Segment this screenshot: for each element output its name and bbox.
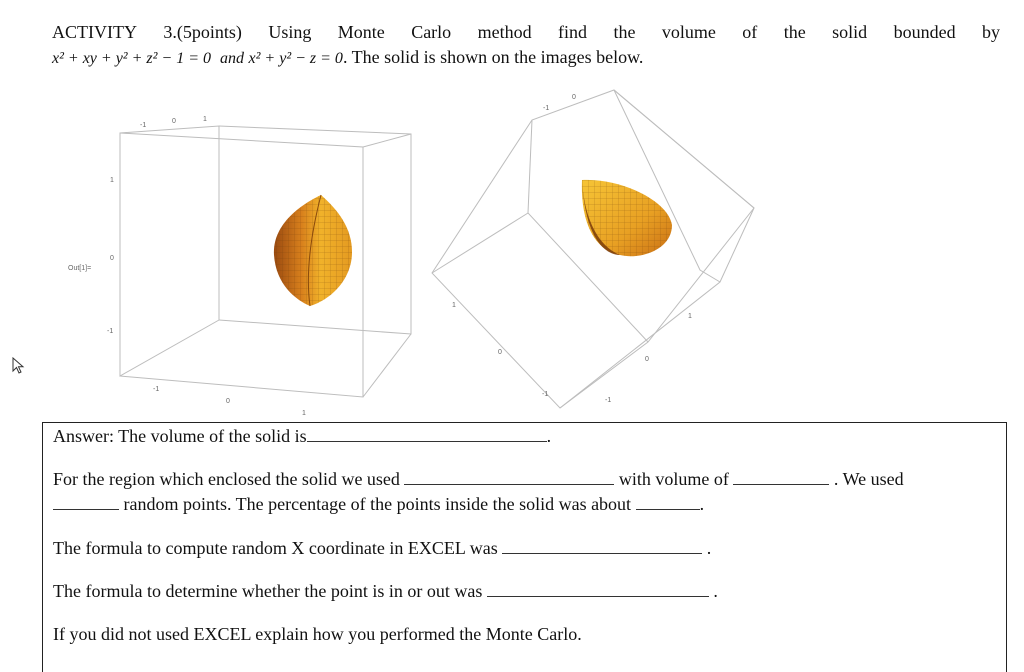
title-word: ACTIVITY (52, 22, 137, 42)
tick-label: 0 (172, 118, 176, 125)
percentage-blank[interactable] (636, 493, 700, 510)
tick-label: 1 (302, 410, 306, 417)
no-excel-line (53, 623, 582, 645)
points-count-blank[interactable] (53, 493, 119, 510)
right-plot-box (432, 90, 754, 408)
tick-label: -1 (605, 397, 612, 404)
no-excel-label: If you did not used EXCEL explain how you performed the Monte Carlo. (53, 624, 582, 644)
region-volume-blank[interactable] (733, 468, 829, 485)
volume-blank[interactable] (307, 425, 547, 442)
tick-label: 0 (498, 349, 502, 356)
in-out-formula-line (53, 580, 718, 602)
out-label: Out[1]= (68, 265, 92, 272)
activity-title-line (52, 20, 1000, 44)
tick-label: 0 (226, 398, 230, 405)
x-formula-line (53, 537, 711, 559)
title-word: find (558, 22, 588, 42)
region-blank[interactable] (404, 468, 614, 485)
solid-sentence: . The solid is shown on the images below. (342, 47, 644, 67)
region-label: For the region which enclosed the solid we used (53, 469, 400, 489)
title-word: the (613, 22, 636, 42)
solid-figures (0, 80, 1024, 420)
tick-label: 1 (110, 177, 114, 184)
title-word: the (783, 22, 806, 42)
tick-label: -1 (542, 391, 549, 398)
equation-sphere: x² + xy + y² + z² − 1 = 0 (52, 50, 212, 67)
period: . (699, 494, 705, 514)
x-formula-blank[interactable] (502, 537, 702, 554)
tick-label: 0 (110, 255, 114, 262)
equations-line (52, 45, 643, 71)
tick-label: -1 (543, 105, 550, 112)
answer-volume-label: Answer: The volume of the solid is (53, 426, 307, 446)
answer-box (42, 422, 1007, 672)
x-formula-label: The formula to compute random X coordinate in EXCEL was (53, 538, 498, 558)
right-solid (582, 180, 672, 256)
tick-label: -1 (153, 386, 160, 393)
tick-label: 1 (452, 302, 456, 309)
equation-paraboloid: x² + y² − z = 0 (248, 50, 343, 67)
title-word: Carlo (411, 22, 452, 42)
title-word: Monte (337, 22, 385, 42)
in-out-formula-blank[interactable] (487, 580, 709, 597)
in-out-formula-label: The formula to determine whether the point is in or out was (53, 581, 483, 601)
title-word: by (982, 22, 1000, 42)
title-word: volume (661, 22, 716, 42)
mouse-pointer-icon (12, 357, 26, 375)
period: . (546, 426, 552, 446)
period: . (706, 538, 712, 558)
title-word: solid (832, 22, 868, 42)
random-points-line (53, 493, 704, 515)
tick-label: 0 (572, 94, 576, 101)
and-word: and (220, 50, 245, 67)
we-used-label: . We used (833, 469, 904, 489)
left-plot-box (120, 126, 411, 397)
title-word: method (477, 22, 532, 42)
left-solid (274, 195, 352, 306)
tick-label: 1 (688, 313, 692, 320)
tick-label: -1 (140, 122, 147, 129)
tick-label: -1 (107, 328, 114, 335)
tick-label: 1 (203, 116, 207, 123)
region-line (53, 468, 904, 490)
tick-label: 0 (645, 356, 649, 363)
period: . (713, 581, 718, 601)
title-word: 3.(5points) (163, 22, 242, 42)
region-volume-label: with volume of (618, 469, 729, 489)
title-word: of (742, 22, 758, 42)
title-word: Using (268, 22, 312, 42)
answer-volume-line (53, 425, 551, 447)
random-points-label: random points. The percentage of the points inside the solid was about (123, 494, 632, 514)
title-word: bounded (893, 22, 956, 42)
left-plot-ticks (68, 116, 306, 417)
